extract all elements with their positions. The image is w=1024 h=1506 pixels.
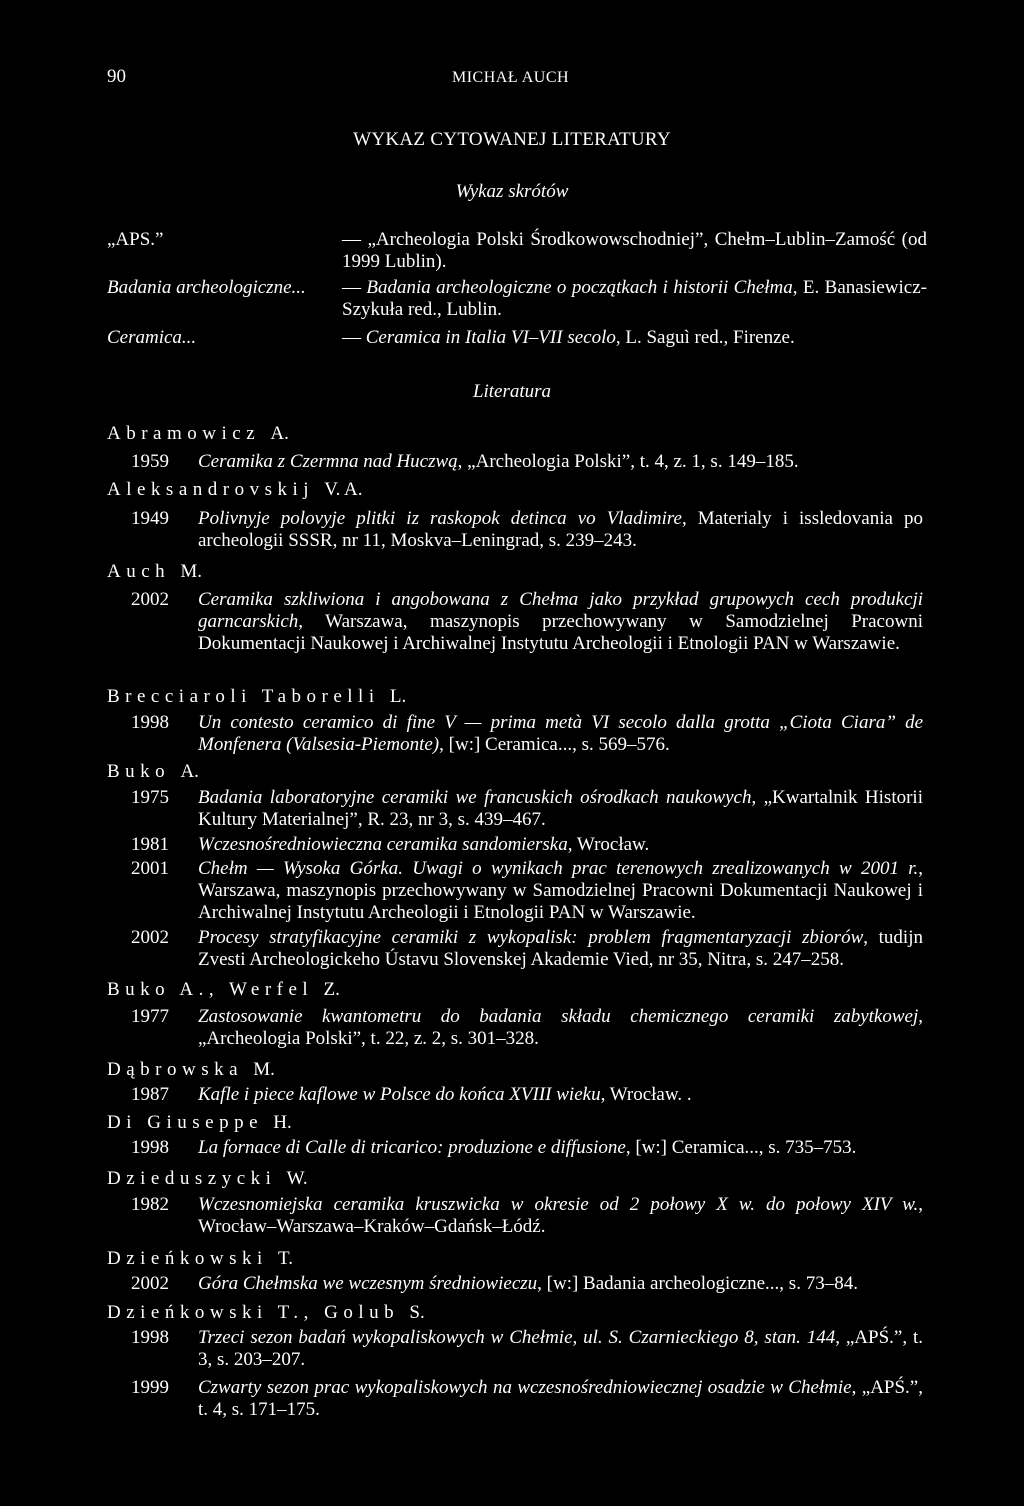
citation-text: Góra Chełmska we wczesnym średniowieczu, [w:] Badania archeologiczne..., s. 73–84. — [198, 1273, 858, 1294]
bibliography-item — [107, 712, 923, 756]
bibliography-item — [107, 858, 923, 924]
bibliography-item — [107, 1273, 923, 1295]
literature-heading: Literatura — [472, 381, 552, 402]
page-number: 90 — [107, 66, 126, 87]
publication-year: 1987 — [131, 1084, 169, 1105]
publication-year: 1959 — [131, 451, 169, 472]
publication-year: 1949 — [131, 508, 169, 529]
abbreviation-entry — [107, 229, 927, 273]
citation-text: Czwarty sezon prac wykopaliskowych na wczesnośredniowiecznej osadzie w Chełmie, „APŚ.”, t. 4, s. 171–175. — [198, 1377, 923, 1420]
author-name: Abramowicz A. — [107, 423, 289, 444]
citation-text: Un contesto ceramico di fine V — prima metà VI secolo dalla grotta „Ciota Ciara” de Monfenera (Valsesia-Piemonte), [w:] Ceramica..., s. 569–576. — [198, 712, 923, 755]
bibliography-item — [107, 451, 923, 473]
citation-text: La fornace di Calle di tricarico: produzione e diffusione, [w:] Ceramica..., s. 735–753. — [198, 1137, 857, 1158]
publication-year: 1998 — [131, 1137, 169, 1158]
publication-year: 2002 — [131, 927, 169, 948]
citation-text: Kafle i piece kaflowe w Polsce do końca XVIII wieku, Wrocław. . — [198, 1084, 692, 1105]
author-name: Brecciaroli Taborelli L. — [107, 686, 407, 707]
author-name: Dzieduszycki W. — [107, 1168, 308, 1189]
citation-text: Procesy stratyfikacyjne ceramiki z wykopalisk: problem fragmentaryzacji zbiorów, tudijn Zvesti Archeologickeho Ústavu Slovenskej Akademie Vied, nr 35, Nitra, s. 247–258. — [198, 927, 923, 970]
author-name: Dzieńkowski T., Golub S. — [107, 1302, 425, 1323]
abbreviation-value: — Ceramica in Italia VI–VII secolo, L. Saguì red., Firenze. — [342, 327, 795, 348]
abbreviation-value: — Badania archeologiczne o początkach i historii Chełma, E. Banasiewicz-Szykuła red., Lublin. — [342, 277, 927, 320]
bibliography-item — [107, 1137, 923, 1159]
bibliography-item — [107, 589, 923, 655]
citation-text: Trzeci sezon badań wykopaliskowych w Chełmie, ul. S. Czarnieckiego 8, stan. 144, „APŚ.”, t. 3, s. 203–207. — [198, 1327, 923, 1370]
publication-year: 2002 — [131, 1273, 169, 1294]
citation-text: Badania laboratoryjne ceramiki we francuskich ośrodkach naukowych, „Kwartalnik Historii Kultury Materialnej”, R. 23, nr 3, s. 439–467. — [198, 787, 923, 830]
citation-text: Chełm — Wysoka Górka. Uwagi o wynikach prac terenowych zrealizowanych w 2001 r., Warszawa, maszynopis przechowywany w Samodzielnej Pracowni Dokumentacji Naukowej i Archiwalnej Instytutu Archeologii i Etnologii PAN w Warszawie. — [198, 858, 923, 923]
bibliography-item — [107, 1377, 923, 1421]
author-name: Dąbrowska M. — [107, 1059, 275, 1080]
abbreviation-key: Badania archeologiczne... — [107, 277, 306, 298]
author-name: Dzieńkowski T. — [107, 1248, 293, 1269]
publication-year: 1998 — [131, 712, 169, 733]
author-name: Buko A. — [107, 761, 199, 782]
citation-text: Wczesnomiejska ceramika kruszwicka w okresie od 2 połowy X w. do połowy XIV w., Wrocław–Warszawa–Kraków–Gdańsk–Łódź. — [198, 1194, 923, 1237]
bibliography-item — [107, 1327, 923, 1371]
publication-year: 2001 — [131, 858, 169, 879]
publication-year: 1981 — [131, 834, 169, 855]
author-name: Auch M. — [107, 561, 203, 582]
author-name: Di Giuseppe H. — [107, 1112, 292, 1133]
abbreviation-entry — [107, 327, 927, 349]
abbreviation-key: Ceramica... — [107, 327, 197, 348]
section-title: WYKAZ CYTOWANEJ LITERATURY — [353, 129, 671, 150]
author-name: Aleksandrovskij V. A. — [107, 479, 363, 500]
bibliography-item — [107, 1084, 923, 1106]
abbreviation-entry — [107, 277, 927, 321]
publication-year: 1975 — [131, 787, 169, 808]
bibliography-item — [107, 787, 923, 831]
running-head: MICHAŁ AUCH — [452, 69, 570, 86]
bibliography-item — [107, 1006, 923, 1050]
bibliography-item — [107, 1194, 923, 1238]
author-name: Buko A., Werfel Z. — [107, 979, 340, 1000]
citation-text: Ceramika z Czermna nad Huczwą, „Archeologia Polski”, t. 4, z. 1, s. 149–185. — [198, 451, 799, 472]
bibliography-item — [107, 508, 923, 552]
citation-text: Wczesnośredniowieczna ceramika sandomierska, Wrocław. — [198, 834, 650, 855]
bibliography-item — [107, 834, 923, 856]
citation-text: Polivnyje polovyje plitki iz raskopok detinca vo Vladimire, Materialy i issledovania po archeologii SSSR, nr 11, Moskva–Leningrad, s. 239–243. — [198, 508, 923, 551]
citation-text: Zastosowanie kwantometru do badania składu chemicznego ceramiki zabytkowej, „Archeologia Polski”, t. 22, z. 2, s. 301–328. — [198, 1006, 923, 1049]
abbreviation-value: — „Archeologia Polski Środkowowschodniej”, Chełm–Lublin–Zamość (od 1999 Lublin). — [342, 229, 927, 272]
publication-year: 1999 — [131, 1377, 169, 1398]
abbreviations-heading: Wykaz skrótów — [455, 181, 569, 202]
citation-text: Ceramika szkliwiona i angobowana z Chełma jako przykład grupowych cech produkcji garncarskich, Warszawa, maszynopis przechowywany w Samodzielnej Pracowni Dokumentacji Naukowej i Archiwalnej Instytutu Archeologii i Etnologii PAN w Warszawie. — [198, 589, 923, 654]
bibliography-item — [107, 927, 923, 971]
publication-year: 1982 — [131, 1194, 169, 1215]
publication-year: 1977 — [131, 1006, 169, 1027]
abbreviation-key: „APS.” — [107, 229, 164, 250]
publication-year: 2002 — [131, 589, 169, 610]
publication-year: 1998 — [131, 1327, 169, 1348]
